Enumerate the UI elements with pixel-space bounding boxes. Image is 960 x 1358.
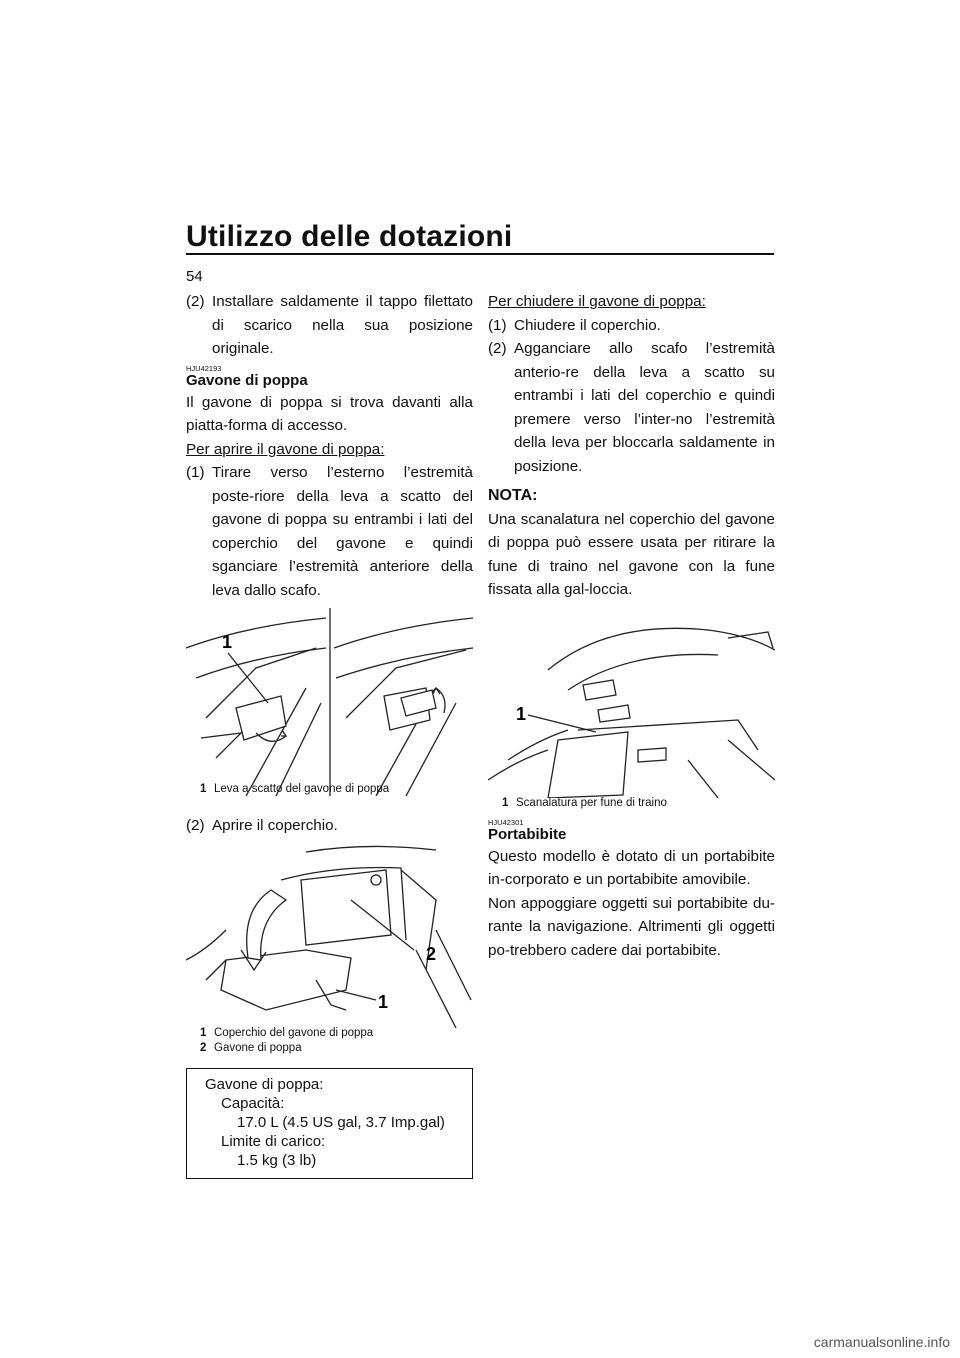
step-item (186, 814, 473, 838)
section-intro: Il gavone di poppa si trova davanti alla piatta-forma di accesso. (186, 393, 473, 434)
section-heading: Portabibite (488, 825, 567, 843)
note-text: Una scanalatura nel coperchio del gavone di poppa può essere usata per ritirare la fune di traino nel gavone con la fune fissata alla gal-loccia. (488, 510, 775, 598)
step-number: (2) (186, 293, 205, 310)
paragraph: Non appoggiare oggetti sui portabibite du-rante la navigazione. Altrimenti gli oggetti po-trebbero cadere dai portabibite. (488, 894, 775, 959)
figure-callout: 1 (516, 703, 527, 724)
section-code: HJU42193 (186, 363, 222, 373)
spec-label: Capacità: (221, 1094, 285, 1112)
figure-caption (502, 796, 667, 811)
figure-latch-lever (186, 608, 473, 796)
figure-caption (200, 782, 389, 797)
step-item (488, 314, 775, 338)
subsection-title: Per chiudere il gavone di poppa: (488, 293, 706, 310)
caption-text: Leva a scatto del gavone di poppa (214, 783, 390, 795)
step-number: (1) (488, 316, 507, 334)
right-column (488, 290, 775, 962)
caption-text: Coperchio del gavone di poppa (214, 1026, 374, 1039)
figure-tow-rope-groove (488, 610, 775, 815)
figure-caption (200, 1041, 302, 1056)
figure-caption (200, 1026, 373, 1041)
subsection-title: Per aprire il gavone di poppa: (186, 440, 385, 458)
step-text: Chiudere il coperchio. (514, 316, 661, 334)
step-item (488, 337, 775, 478)
spec-label: Limite di carico: (221, 1132, 326, 1150)
section-code: HJU42301 (488, 817, 524, 827)
step-item (186, 290, 473, 361)
figure-callout: 1 (378, 991, 389, 1012)
page-title: Utilizzo delle dotazioni (186, 220, 513, 253)
spec-value: 1.5 kg (3 lb) (237, 1151, 317, 1169)
tow-rope-groove-illustration (488, 610, 775, 798)
caption-number: 1 (200, 783, 207, 795)
caption-number: 1 (502, 796, 509, 809)
latch-lever-illustration (186, 608, 473, 796)
step-number: (1) (186, 464, 205, 481)
section-heading: Gavone di poppa (186, 371, 308, 389)
header-rule (186, 253, 774, 255)
page-number: 54 (186, 268, 203, 285)
spec-value: 17.0 L (4.5 US gal, 3.7 Imp.gal) (237, 1113, 445, 1131)
note-title: NOTA: (488, 487, 538, 504)
step-text: Agganciare allo scafo l’estremità anterio-re della leva a scatto su entrambi i lati del coperchio e quindi premere verso l’inter-no l’estremità della leva per bloccarla saldamente in posizione. (514, 340, 775, 475)
caption-number: 1 (200, 1026, 207, 1039)
spec-box (186, 1068, 473, 1179)
caption-text: Gavone di poppa (214, 1041, 302, 1054)
figure-storage-lid (186, 840, 473, 1058)
figure-callout: 2 (426, 943, 437, 964)
left-column (186, 290, 473, 1179)
storage-lid-illustration (186, 840, 473, 1028)
step-item (186, 461, 473, 602)
paragraph: Questo modello è dotato di un portabibite in-corporato e un portabibite amovibile. (488, 847, 775, 888)
footer-watermark: carmanualsonline.info (813, 1334, 950, 1350)
spec-title: Gavone di poppa: (205, 1075, 324, 1093)
step-text: Aprire il coperchio. (212, 817, 338, 834)
step-text: Tirare verso l’esterno l’estremità poste-riore della leva a scatto del gavone di poppa su entrambi i lati del coperchio del gavone e quindi sganciare l’estremità anteriore della leva dallo scafo. (212, 464, 473, 599)
step-number: (2) (488, 340, 507, 357)
caption-text: Scanalatura per fune di traino (516, 796, 667, 809)
step-text: Installare saldamente il tappo filettato di scarico nella sua posizione originale. (212, 293, 473, 357)
step-number: (2) (186, 817, 205, 834)
figure-callout: 1 (222, 632, 233, 652)
caption-number: 2 (200, 1041, 207, 1054)
